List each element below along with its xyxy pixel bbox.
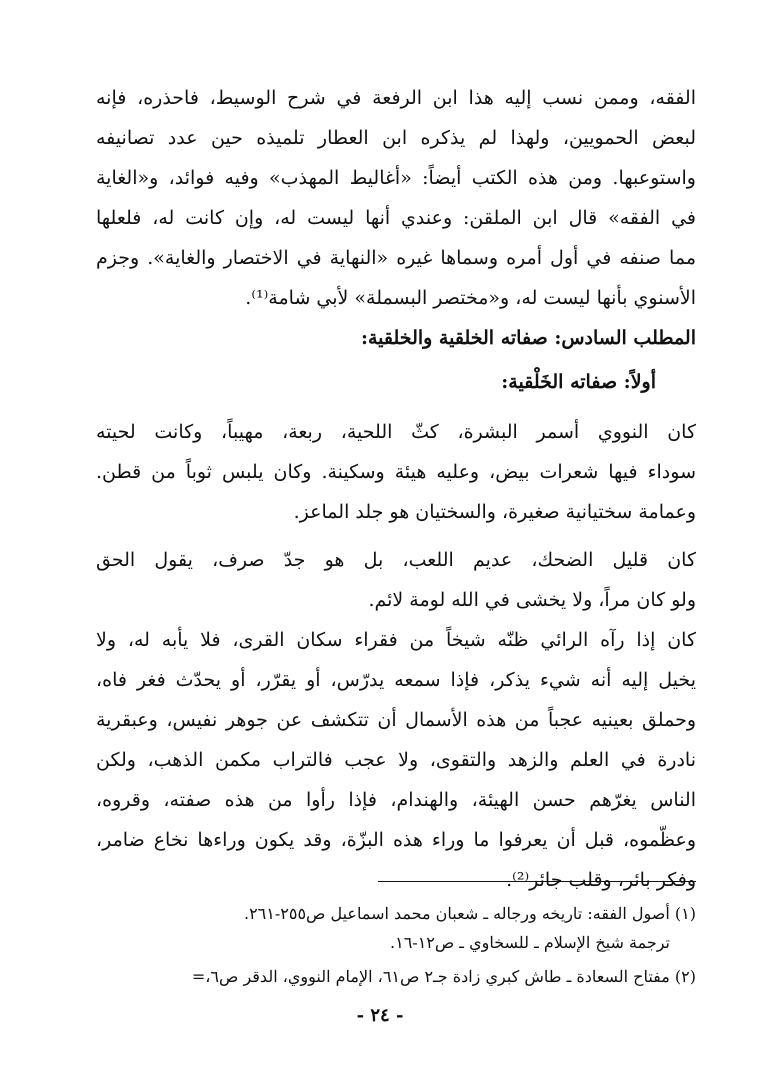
footnote-2-line-1: (٢) مفتاح السعادة ـ طاش كبري زادة جـ٢ ص٦١، الإمام النووي، الدقر ص٦،= xyxy=(191,967,696,986)
intro-line-6: الأسنوي بأنها ليست له، و«مختصر البسملة» لأبي شامة⁽¹⁾. xyxy=(245,287,696,309)
p3-line-7: وفكر بائر، وقلب جائر⁽²⁾. xyxy=(506,869,696,891)
p3-line-5: الناس يغرّهم حسن الهيئة، والهندام، فإذا رأوا من هذه صفته، وقروه، xyxy=(96,789,696,811)
paragraph-character xyxy=(96,540,696,620)
p3-line-1: كان إذا رآه الرائي ظنّه شيخاً من فقراء سكان القرى، فلا يأبه له، ولا xyxy=(96,629,696,651)
p1-line-1: كان النووي أسمر البشرة، كثّ اللحية، ربعة، مهيباً، وكانت لحيته xyxy=(96,421,696,443)
intro-line-2: لبعض الحمويين، ولهذا لم يذكره ابن العطار تلميذه حين عدد تصانيفه xyxy=(96,127,696,149)
paragraph-intro xyxy=(96,78,696,318)
p3-line-3: وحملق بعينيه عجباً من هذه الأسمال أن تتكشف عن جوهر نفيس، وعبقرية xyxy=(96,709,696,731)
p2-line-2: ولو كان مراً، ولا يخشى في الله لومة لائم. xyxy=(368,589,696,611)
intro-line-4: في الفقه» قال ابن الملقن: وعندي أنها ليست له، وإن كانت له، فلعلها xyxy=(96,207,696,229)
footnote-1-line-2: ترجمة شيخ الإسلام ـ للسخاوي ـ ص١٢-١٦. xyxy=(390,933,670,952)
p2-line-1: كان قليل الضحك، عديم اللعب، بل هو جدّ صرف، يقول الحق xyxy=(96,549,696,571)
intro-line-1: الفقه، وممن نسب إليه هذا ابن الرفعة في شرح الوسيط، فاحذره، فإنه xyxy=(96,87,696,109)
section-heading: المطلب السادس: صفاته الخلقية والخلقية: xyxy=(360,327,696,349)
footnote-divider xyxy=(378,881,696,882)
p3-line-2: يخيل إليه أنه شيء يذكر، فإذا سمعه يدرّس، أو يقرّر، أو يحدّث فغر فاه، xyxy=(96,669,696,691)
intro-line-5: مما صنفه في أول أمره وسماها غيره «النهاية في الاختصار والغاية». وجزم xyxy=(96,247,696,269)
p3-line-4: نادرة في العلم والزهد والتقوى، ولا عجب فالتراب مكمن الذهب، ولكن xyxy=(96,749,696,771)
p1-line-3: وعمامة سختيانية صغيرة، والسختيان هو جلد الماعز. xyxy=(293,501,696,523)
intro-line-3: واستوعبها. ومن هذه الكتب أيضاً: «أغاليط المهذب» وفيه فوائد، و«الغاية xyxy=(96,167,696,189)
p3-line-6: وعظّموه، قبل أن يعرفوا ما وراء هذه البزّة، وقد يكون وراءها نخاع ضامر، xyxy=(96,829,696,851)
page-number: - ٢٤ - xyxy=(356,1005,404,1026)
footnote-1-line-1: (١) أصول الفقه: تاريخه ورجاله ـ شعبان محمد اسماعيل ص٢٥٥-٢٦١. xyxy=(243,904,696,923)
p1-line-2: سوداء فيها شعرات بيض، وعليه هيئة وسكينة. وكان يلبس ثوباً من قطن. xyxy=(96,461,696,483)
paragraph-physical-description xyxy=(96,412,696,532)
paragraph-appearance xyxy=(96,620,696,900)
sub-heading: أولاً: صفاته الخَلْقية: xyxy=(501,371,656,393)
